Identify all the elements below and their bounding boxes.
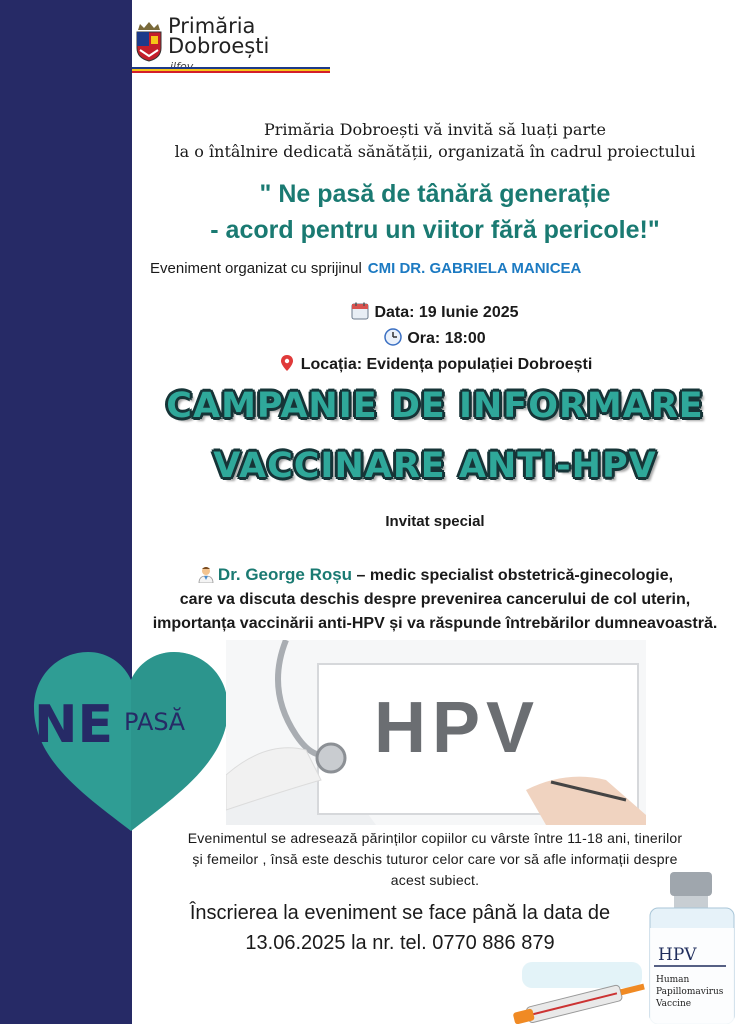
event-date <box>140 302 730 322</box>
doctor-icon <box>197 565 215 583</box>
syringe-image <box>512 942 652 1024</box>
hpv-sign-text: HPV <box>374 688 541 768</box>
campaign-title-line1: CAMPANIE DE INFORMARE <box>166 386 704 426</box>
ne-pasa-heart-logo <box>26 646 236 836</box>
registration-line1: Înscrierea la eveniment se face până la data de <box>189 902 611 924</box>
audience-line3: acest subiect. <box>390 872 480 888</box>
event-time-text: Ora: 18:00 <box>407 330 486 347</box>
guest-line1-rest: – medic specialist obstetrică-ginecologie, <box>352 567 674 584</box>
slogan-line2: - acord pentru un viitor fără pericole!" <box>210 216 660 244</box>
intro-line1: Primăria Dobroești vă invită să luați parte <box>264 120 606 139</box>
vial-text-vaccine: Vaccine <box>656 999 692 1009</box>
slogan <box>140 176 730 248</box>
logo-name <box>168 16 269 56</box>
organizer-line <box>150 260 581 277</box>
registration-line2: 13.06.2025 la nr. tel. 0770 886 879 <box>245 932 555 954</box>
slogan-line1: " Ne pasă de tânără generație <box>259 180 611 208</box>
location-pin-icon <box>278 354 296 372</box>
logo-name-line2: Dobroești <box>168 34 270 58</box>
primaria-logo <box>132 16 332 76</box>
guest-line2: care va discuta deschis despre prevenirea cancerului de col uterin, <box>179 591 691 608</box>
organizer-name: CMI DR. GABRIELA MANICEA <box>367 260 582 277</box>
campaign-title-line2: VACCINARE ANTI-HPV <box>213 446 657 486</box>
event-location <box>140 354 730 374</box>
clock-icon <box>384 328 402 346</box>
guest-name: Dr. George Roșu <box>217 565 353 584</box>
vial-label: HPV <box>658 945 697 965</box>
flag-stripe <box>132 67 330 73</box>
sidebar-band <box>0 0 132 1024</box>
organizer-label: Eveniment organizat cu sprijinul <box>150 260 362 277</box>
coat-of-arms-icon <box>134 20 164 62</box>
guest-description <box>140 563 730 636</box>
hpv-vaccine-vial-image <box>640 872 736 1024</box>
hpv-sign-photo <box>226 640 646 825</box>
audience-line2: și femeilor , însă este deschis tuturor celor care vor să afle informații despre <box>192 851 678 867</box>
intro-line2: la o întâlnire dedicată sănătății, organizată în cadrul proiectului <box>174 142 696 161</box>
heart-ne-text: NE <box>34 695 114 755</box>
vial-text-papillomavirus: Papillomavirus <box>656 987 724 997</box>
audience-line1: Evenimentul se adresează părinților copiilor cu vârste între 11-18 ani, tinerilor <box>187 830 683 846</box>
event-location-text: Locația: Evidența populației Dobroești <box>300 356 593 373</box>
calendar-icon <box>351 302 369 320</box>
special-guest-title: Invitat special <box>385 513 485 530</box>
event-time <box>140 328 730 348</box>
vial-text-human: Human <box>656 975 690 985</box>
logo-name-line1: Primăria <box>168 14 256 38</box>
heart-pasa-text: PASĂ <box>124 708 186 736</box>
guest-line3: importanța vaccinării anti-HPV și va răspunde întrebărilor dumneavoastră. <box>152 615 718 632</box>
event-date-text: Data: 19 Iunie 2025 <box>374 304 519 321</box>
guest-line1 <box>140 563 730 588</box>
